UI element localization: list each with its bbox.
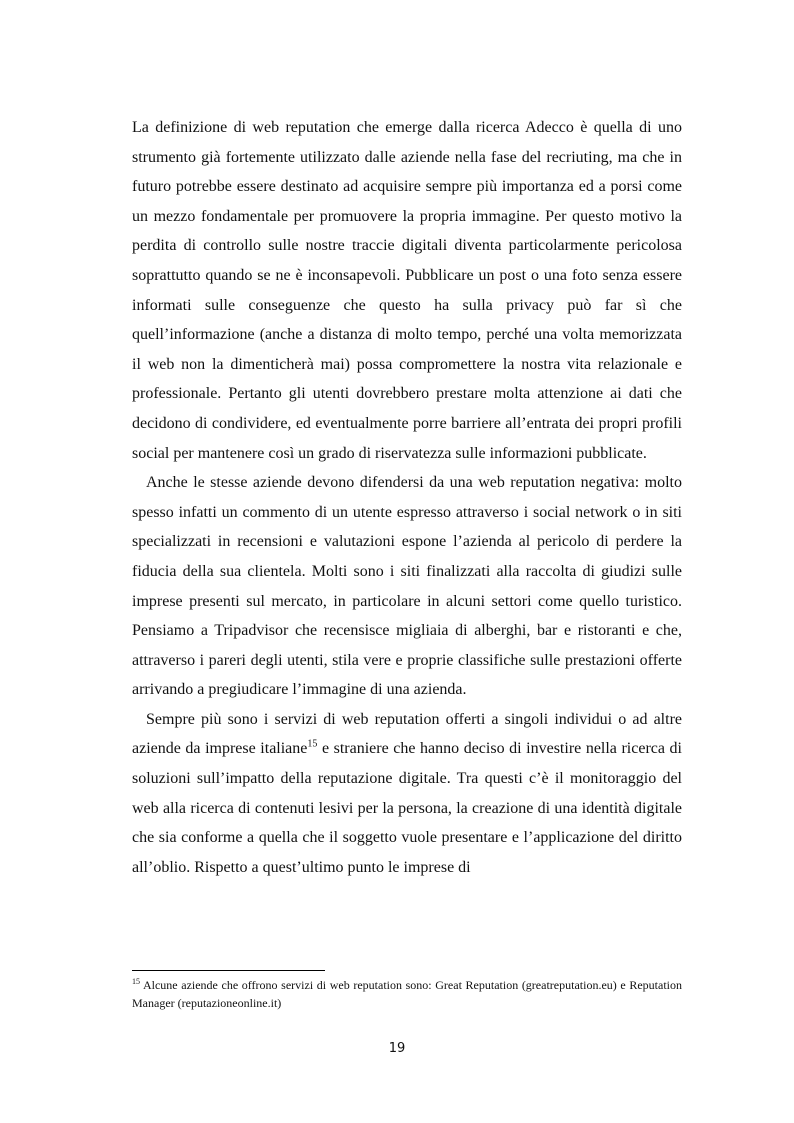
footnote-reference[interactable]: 15 xyxy=(307,739,318,751)
paragraph-2: Anche le stesse aziende devono difendersi da una web reputation negativa: molto spesso infatti un commento di un utente espresso attraverso i social network o in siti specializzati in recensioni e valutazioni espone l’azienda al pericolo di perdere la fiducia della sua clientela. Molti sono i siti finalizzati alla raccolta di giudizi sulle imprese presenti sul mercato, in particolare in alcuni settori come quello turistico. Pensiamo a Tripadvisor che recensisce migliaia di alberghi, bar e ristoranti e che, attraverso i pareri degli utenti, stila vere e proprie classifiche sulle prestazioni offerte arrivando a pregiudicare l’immagine di una azienda. xyxy=(132,474,682,699)
paragraph-3-part-2: e straniere che hanno deciso di investire nella ricerca di soluzioni sull’impatto della reputazione digitale. Tra questi c’è il monitoraggio del web alla ricerca di contenuti lesivi per la persona, la creazione di una identità digitale che sia conforme a quella che il soggetto vuole presentare e l’applicazione del diritto all’oblio. Rispetto a quest’ultimo punto le imprese di xyxy=(132,740,682,876)
body-text xyxy=(132,113,682,882)
footnote xyxy=(132,976,682,1012)
paragraph-3 xyxy=(132,705,682,883)
paragraph-1: La definizione di web reputation che emerge dalla ricerca Adecco è quella di uno strumento già fortemente utilizzato dalle aziende nella fase del recriuting, ma che in futuro potrebbe essere destinato ad acquisire sempre più importanza ed a porsi come un mezzo fondamentale per promuovere la propria immagine. Per questo motivo la perdita di controllo sulle nostre traccie digitali diventa particolarmente pericolosa soprattutto quando se ne è inconsapevoli. Pubblicare un post o una foto senza essere informati sulle conseguenze che questo ha sulla privacy può far sì che quell’informazione (anche a distanza di molto tempo, perché una volta memorizzata il web non la dimenticherà mai) possa compromettere la nostra vita relazionale e professionale. Pertanto gli utenti dovrebbero prestare molta attenzione ai dati che decidono di condividere, ed eventualmente porre barriere all’entrata dei propri profili social per mantenere così un grado di riservatezza sulle informazioni pubblicate. xyxy=(132,119,682,462)
footnote-separator xyxy=(132,970,325,971)
footnote-text: Alcune aziende che offrono servizi di web reputation sono: Great Reputation (greatreputation.eu) e Reputation Manager (reputazioneonline.it) xyxy=(132,978,682,1010)
paragraph-3-part-1: Sempre più sono i servizi di web reputation offerti a singoli individui o ad altre aziende da imprese italiane xyxy=(132,710,682,758)
page-number: 19 xyxy=(388,1041,406,1056)
footnote-number: 15 xyxy=(132,977,140,986)
